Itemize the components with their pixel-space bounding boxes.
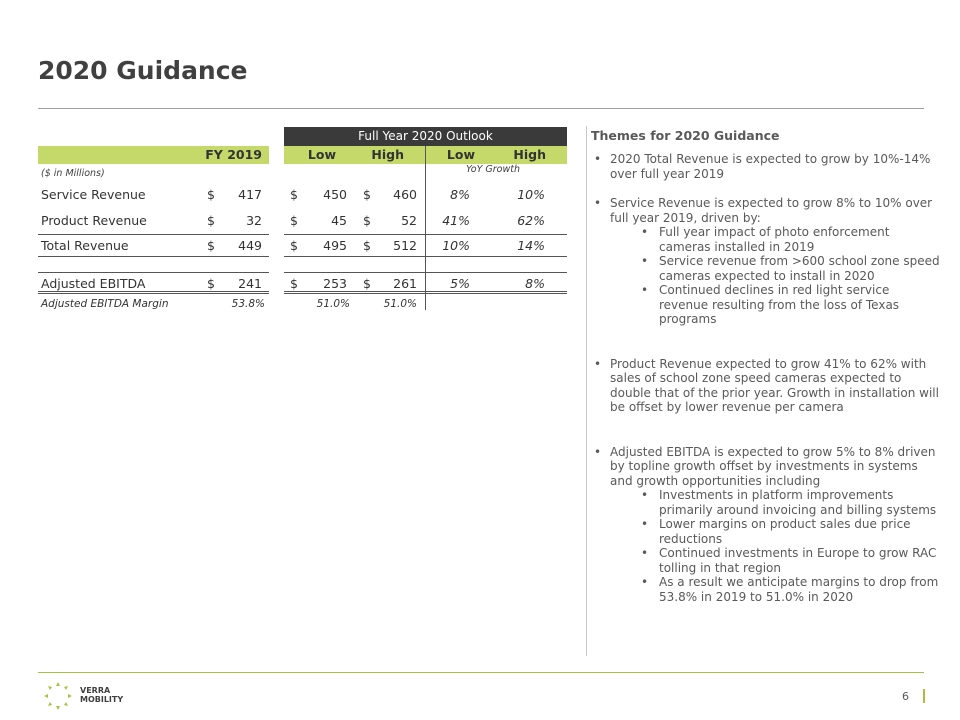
theme-sub-bullet: • Continued declines in red light service revenue resulting from the loss of Texas programs [641, 283, 900, 326]
total-rule [38, 234, 269, 235]
currency-symbol: $ [290, 187, 298, 202]
themes-list [592, 152, 942, 604]
row-ebitda-fy2019: 241 [238, 276, 262, 291]
page-number-bar [923, 689, 925, 703]
growth-high-header: High [513, 147, 546, 162]
ebitda-double-rule [284, 291, 567, 292]
row-margin-fy2019: 53.8% [231, 298, 265, 310]
row-product-revenue-label: Product Revenue [41, 213, 147, 228]
verra-mobility-logo [42, 680, 152, 712]
currency-symbol: $ [290, 238, 298, 253]
title-divider [38, 108, 924, 109]
row-ebitda-label: Adjusted EBITDA [41, 276, 146, 291]
total-underline [38, 256, 269, 257]
currency-symbol: $ [207, 238, 215, 253]
bullet-icon: • [594, 444, 602, 459]
currency-symbol: $ [363, 238, 371, 253]
bullet-icon: • [641, 225, 649, 239]
row-service-growth-high: 10% [517, 187, 545, 202]
bullet-icon: • [594, 356, 602, 371]
total-rule [284, 234, 567, 235]
theme-bullet: • Adjusted EBITDA is expected to grow 5% to 8% driven by topline growth offset by investments in systems and growth opportunities including [594, 444, 936, 488]
row-product-growth-low: 41% [442, 213, 470, 228]
ebitda-rule [38, 272, 269, 273]
row-product-high: 52 [401, 213, 417, 228]
outlook-header: Full Year 2020 Outlook [284, 127, 567, 146]
verra-logo-icon [42, 680, 74, 712]
theme-bullet: • Service Revenue is expected to grow 8% to 10% over full year 2019, driven by: [594, 196, 933, 225]
units-note: ($ in Millions) [41, 168, 105, 179]
column-divider [586, 126, 587, 656]
bullet-icon: • [641, 575, 649, 589]
theme-sub-bullet: • Investments in platform improvements primarily around invoicing and billing systems [641, 488, 937, 517]
row-product-fy2019: 32 [246, 213, 262, 228]
row-service-high: 460 [393, 187, 417, 202]
total-underline [284, 256, 567, 257]
row-product-growth-high: 62% [517, 213, 545, 228]
yoy-growth-label: YoY Growth [466, 164, 520, 175]
logo-wordmark: VERRA MOBILITY [80, 686, 124, 704]
row-total-revenue-label: Total Revenue [41, 238, 129, 253]
row-margin-label: Adjusted EBITDA Margin [41, 298, 169, 310]
row-margin-high: 51.0% [383, 298, 417, 310]
footer-rule [38, 672, 924, 673]
currency-symbol: $ [207, 187, 215, 202]
row-ebitda-high: 261 [393, 276, 417, 291]
currency-symbol: $ [290, 213, 298, 228]
bullet-icon: • [641, 488, 649, 502]
row-product-low: 45 [331, 213, 347, 228]
row-service-revenue-label: Service Revenue [41, 187, 146, 202]
theme-sub-bullet: • Full year impact of photo enforcement cameras installed in 2019 [641, 225, 890, 254]
theme-sub-bullet: • Lower margins on product sales due price reductions [641, 517, 911, 546]
currency-symbol: $ [363, 213, 371, 228]
page-number: 6 [902, 690, 909, 703]
row-total-low: 495 [323, 238, 347, 253]
currency-symbol: $ [207, 213, 215, 228]
ebitda-rule [284, 272, 567, 273]
theme-sub-bullet: • As a result we anticipate margins to drop from 53.8% in 2019 to 51.0% in 2020 [641, 575, 939, 604]
currency-symbol: $ [363, 276, 371, 291]
bullet-icon: • [641, 283, 649, 297]
row-service-growth-low: 8% [450, 187, 470, 202]
themes-title: Themes for 2020 Guidance [591, 128, 780, 143]
row-total-growth-low: 10% [442, 238, 470, 253]
bullet-icon: • [641, 254, 649, 268]
theme-bullet: • Product Revenue expected to grow 41% to 62% with sales of school zone speed cameras expected to double that of the prior year. Growth in installation will be offset by lower revenue per camera [594, 356, 939, 414]
low-header: Low [307, 147, 336, 162]
ebitda-double-rule [38, 291, 269, 292]
row-ebitda-low: 253 [323, 276, 347, 291]
row-total-fy2019: 449 [238, 238, 262, 253]
growth-low-header: Low [446, 147, 475, 162]
high-header: High [371, 147, 404, 162]
currency-symbol: $ [207, 276, 215, 291]
row-ebitda-growth-low: 5% [450, 276, 470, 291]
row-margin-low: 51.0% [316, 298, 350, 310]
row-service-fy2019: 417 [238, 187, 262, 202]
ebitda-double-rule [284, 293, 567, 294]
row-total-high: 512 [393, 238, 417, 253]
bullet-icon: • [641, 517, 649, 531]
fy2019-header: FY 2019 [205, 147, 262, 162]
ebitda-double-rule [38, 293, 269, 294]
theme-sub-bullet: • Continued investments in Europe to grow RAC tolling in that region [641, 546, 937, 575]
theme-bullet: • 2020 Total Revenue is expected to grow by 10%-14% over full year 2019 [594, 152, 931, 181]
bullet-icon: • [641, 546, 649, 560]
currency-symbol: $ [290, 276, 298, 291]
bullet-icon: • [594, 196, 602, 210]
page-title: 2020 Guidance [38, 56, 248, 85]
currency-symbol: $ [363, 187, 371, 202]
row-total-growth-high: 14% [517, 238, 545, 253]
theme-sub-bullet: • Service revenue from >600 school zone speed cameras expected to install in 2020 [641, 254, 940, 283]
bullet-icon: • [594, 152, 602, 166]
row-service-low: 450 [323, 187, 347, 202]
row-ebitda-growth-high: 8% [525, 276, 545, 291]
